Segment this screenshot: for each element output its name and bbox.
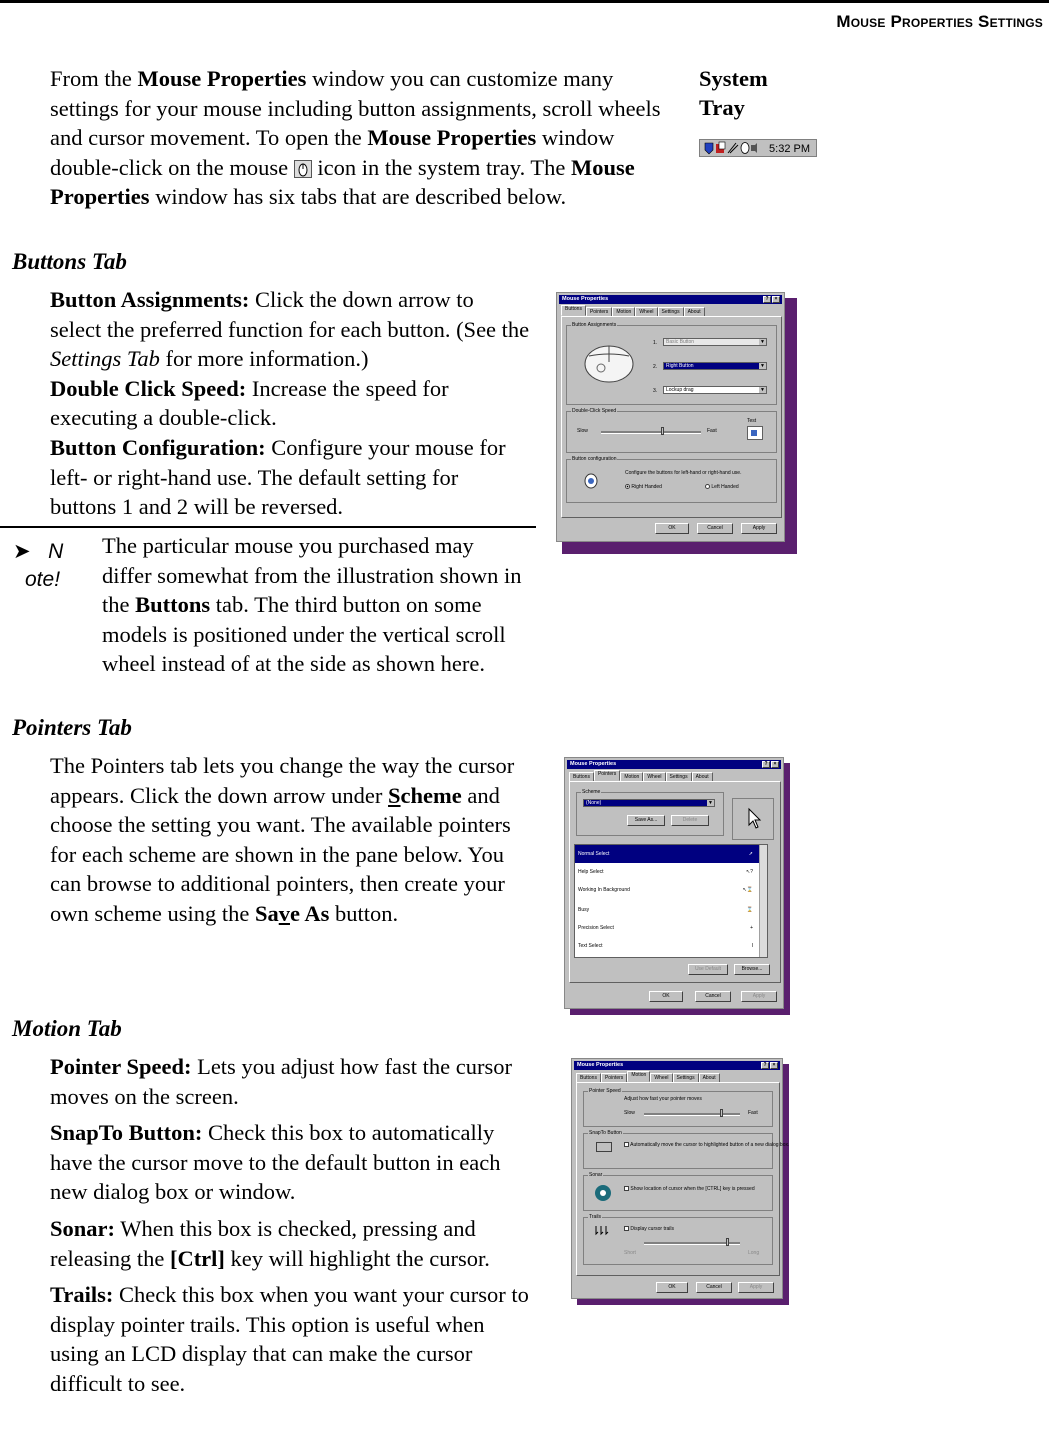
list-item[interactable]: Normal Select ➚ xyxy=(575,845,759,863)
assignment-number: 1. xyxy=(653,340,658,346)
list-item[interactable]: Busy ⌛ xyxy=(578,907,753,913)
tray-icons xyxy=(703,141,759,160)
snapto-group xyxy=(583,1130,790,1169)
slow-label: Slow xyxy=(577,428,588,434)
double-click-slider[interactable] xyxy=(601,431,701,434)
system-tray-image xyxy=(699,139,817,157)
left-handed-radio[interactable]: Left Handed xyxy=(705,484,739,490)
group-label: Pointer Speed xyxy=(589,1088,621,1094)
tab-buttons[interactable]: Buttons xyxy=(561,305,586,316)
motion-dialog-screenshot xyxy=(571,1058,789,1305)
fast-label: Fast xyxy=(748,1110,758,1116)
button-configuration-group xyxy=(566,456,777,503)
cancel-button[interactable]: Cancel xyxy=(695,991,731,1002)
tab-motion[interactable]: Motion xyxy=(627,1071,650,1082)
tab-wheel[interactable]: Wheel xyxy=(643,772,665,781)
tab-pointers[interactable]: Pointers xyxy=(594,770,620,781)
arrow-cursor-icon xyxy=(733,799,773,839)
ok-button[interactable]: OK xyxy=(655,523,689,534)
slow-label: Slow xyxy=(624,1110,635,1116)
double-click-group xyxy=(566,408,777,453)
note-rule xyxy=(0,526,536,528)
double-click-slider-thumb[interactable] xyxy=(661,427,664,435)
browse-button[interactable]: Browse... xyxy=(734,964,770,975)
apply-button[interactable]: Apply xyxy=(741,523,777,534)
group-label: Button configuration xyxy=(572,456,617,462)
tray-clock: 5:32 PM xyxy=(769,143,810,155)
tab-panel xyxy=(569,781,781,983)
assignment-1-select[interactable]: Basic Button ▼ xyxy=(663,338,767,346)
dialog-window xyxy=(564,757,784,1009)
tab-wheel[interactable]: Wheel xyxy=(650,1073,672,1082)
group-label: Double-Click Speed xyxy=(572,408,617,414)
group-label: Sonar xyxy=(589,1172,603,1178)
snapto-icon xyxy=(596,1142,612,1152)
delete-button[interactable]: Delete xyxy=(671,815,709,826)
close-button[interactable]: × xyxy=(772,296,780,303)
buttons-tab-heading: Buttons Tab xyxy=(12,249,127,274)
assignment-number: 2. xyxy=(653,364,658,370)
assignment-2-select[interactable]: Right Button ▼ xyxy=(663,362,767,370)
scheme-group xyxy=(576,789,724,836)
snapto-checkbox[interactable]: Automatically move the cursor to highlighted button of a new dialog box. xyxy=(624,1142,789,1148)
intro-paragraph: From the Mouse Properties window you can customize many settings for your mouse including button assignments, scroll wheels and cursor movement. To open the Mouse Properties window double-click on the mouse icon in the system tray. The Mouse Properties window has six tabs that are described below. xyxy=(50,66,661,210)
fast-label: Fast xyxy=(707,428,717,434)
help-button[interactable]: ? xyxy=(762,761,770,768)
scheme-select[interactable]: (None) ▼ xyxy=(583,799,715,807)
group-label: Trails xyxy=(589,1214,602,1220)
mouse-tray-icon xyxy=(294,160,312,178)
pointer-speed-slider[interactable] xyxy=(644,1113,740,1116)
tab-buttons[interactable]: Buttons xyxy=(569,772,594,781)
sonar-icon xyxy=(594,1184,612,1202)
tab-settings[interactable]: Settings xyxy=(658,307,684,316)
use-default-button[interactable]: Use Default xyxy=(688,964,728,975)
buttons-dialog-screenshot xyxy=(556,292,791,548)
sonar-checkbox[interactable]: Show location of cursor when the [CTRL] key is pressed xyxy=(624,1186,755,1192)
help-button[interactable]: ? xyxy=(761,1062,769,1069)
right-handed-radio[interactable]: Right Handed xyxy=(625,484,662,490)
sonar-group xyxy=(583,1172,773,1211)
trails-slider-thumb[interactable] xyxy=(726,1238,729,1246)
hand-mouse-icon xyxy=(581,470,601,490)
save-as-button[interactable]: Save As... xyxy=(627,815,665,826)
tab-settings[interactable]: Settings xyxy=(666,772,692,781)
tab-buttons[interactable]: Buttons xyxy=(576,1073,601,1082)
dialog-title-bar: Mouse Properties ? × xyxy=(574,1061,780,1070)
group-label: SnapTo Button xyxy=(589,1130,622,1136)
tab-pointers[interactable]: Pointers xyxy=(586,307,612,316)
pointer-list-scrollbar[interactable] xyxy=(759,845,767,957)
pointer-speed-group xyxy=(583,1088,773,1127)
pointers-tab-heading: Pointers Tab xyxy=(12,715,132,740)
test-area-icon[interactable] xyxy=(747,426,763,440)
pointers-dialog-screenshot xyxy=(564,757,790,1015)
dialog-tabs xyxy=(576,1073,720,1082)
tab-about[interactable]: About xyxy=(692,772,713,781)
tab-motion[interactable]: Motion xyxy=(612,307,635,316)
tab-motion[interactable]: Motion xyxy=(620,772,643,781)
trails-group xyxy=(583,1214,773,1265)
dialog-window xyxy=(571,1058,790,1299)
mouse-illustration-icon xyxy=(581,340,637,386)
trails-checkbox[interactable]: Display cursor trails xyxy=(624,1226,674,1232)
tab-panel xyxy=(561,316,782,518)
cancel-button[interactable]: Cancel xyxy=(697,523,733,534)
pointer-speed-slider-thumb[interactable] xyxy=(720,1109,723,1117)
header-rule xyxy=(0,0,1049,3)
note-text: The particular mouse you purchased may differ somewhat from the illustration shown in the Buttons tab. The third button on some models is positioned under the vertical scroll wheel instead of at the side as shown here. xyxy=(102,533,522,677)
motion-tab-heading: Motion Tab xyxy=(12,1016,122,1041)
group-label: Button Assignments xyxy=(572,322,617,328)
help-button[interactable]: ? xyxy=(763,296,771,303)
list-item[interactable]: Text Select I xyxy=(578,943,753,949)
long-label: Long xyxy=(748,1250,760,1256)
close-button[interactable]: × xyxy=(771,761,779,768)
pointer-list[interactable] xyxy=(574,844,768,958)
dialog-title-bar: Mouse Properties ? × xyxy=(559,295,782,304)
short-label: Short xyxy=(624,1250,636,1256)
tab-settings[interactable]: Settings xyxy=(673,1073,699,1082)
cancel-button[interactable]: Cancel xyxy=(696,1282,732,1293)
tab-about[interactable]: About xyxy=(684,307,705,316)
dialog-window xyxy=(556,292,785,542)
note-label: ➤ N ote! xyxy=(13,540,64,591)
page-header-title: Mouse Properties Settings xyxy=(836,12,1043,31)
buttons-tab-text: Button Assignments: Click the down arrow to select the preferred function for each button. (See the Settings Tab for more information.) Double Click Speed: Increase the speed for executing a double-click. Button Configuration: Configure your mouse for left- or right-hand use. The default setting for buttons 1 and 2 will be reversed. xyxy=(50,287,530,520)
trails-icon xyxy=(594,1224,612,1238)
group-label: Scheme xyxy=(582,789,601,795)
button-assignments-group xyxy=(566,322,777,405)
pointer-preview xyxy=(732,798,774,840)
dialog-title-bar: Mouse Properties ? × xyxy=(567,760,781,769)
tab-panel xyxy=(576,1082,790,1276)
assignment-3-select[interactable]: Lockup drag ▼ xyxy=(663,386,767,394)
tab-wheel[interactable]: Wheel xyxy=(635,307,657,316)
list-item[interactable]: Help Select ↖? xyxy=(578,869,753,875)
ok-button[interactable]: OK xyxy=(656,1282,688,1293)
arrow-bullet-icon: ➤ xyxy=(13,540,31,563)
speed-description: Adjust how fast your pointer moves xyxy=(624,1096,702,1102)
system-tray-label: System Tray xyxy=(699,66,768,120)
assignment-number: 3. xyxy=(653,388,658,394)
test-label: Test xyxy=(747,418,757,424)
apply-button[interactable]: Apply xyxy=(741,991,777,1002)
pointers-tab-text: The Pointers tab lets you change the way the cursor appears. Click the down arrow under Scheme and choose the setting you want. The available pointers for each scheme are shown in the pane below. You can browse to additional pointers, then create your own scheme using the Save As button. xyxy=(50,753,515,926)
close-button[interactable]: × xyxy=(770,1062,778,1069)
list-item[interactable]: Working In Background ↖⌛ xyxy=(578,887,753,893)
dialog-tabs xyxy=(569,772,713,781)
dialog-tabs xyxy=(561,307,705,316)
ok-button[interactable]: OK xyxy=(649,991,683,1002)
motion-tab-text: Pointer Speed: Lets you adjust how fast the cursor moves on the screen. SnapTo Button: Check this box to automatically have the cursor move to the default button in each new dialog box or window. Sonar: When this box is checked, pressing and releasing the [Ctrl] key will highlight the cursor. Trails: Check this box when you want your cursor to display pointer trails. This option is useful when using an LCD display that can make the cursor difficult to see. xyxy=(50,1054,529,1396)
tab-about[interactable]: About xyxy=(699,1073,720,1082)
apply-button[interactable]: Apply xyxy=(738,1282,774,1293)
tab-pointers[interactable]: Pointers xyxy=(601,1073,627,1082)
config-description: Configure the buttons for left-hand or right-hand use. xyxy=(625,470,742,476)
list-item[interactable]: Precision Select + xyxy=(578,925,753,931)
